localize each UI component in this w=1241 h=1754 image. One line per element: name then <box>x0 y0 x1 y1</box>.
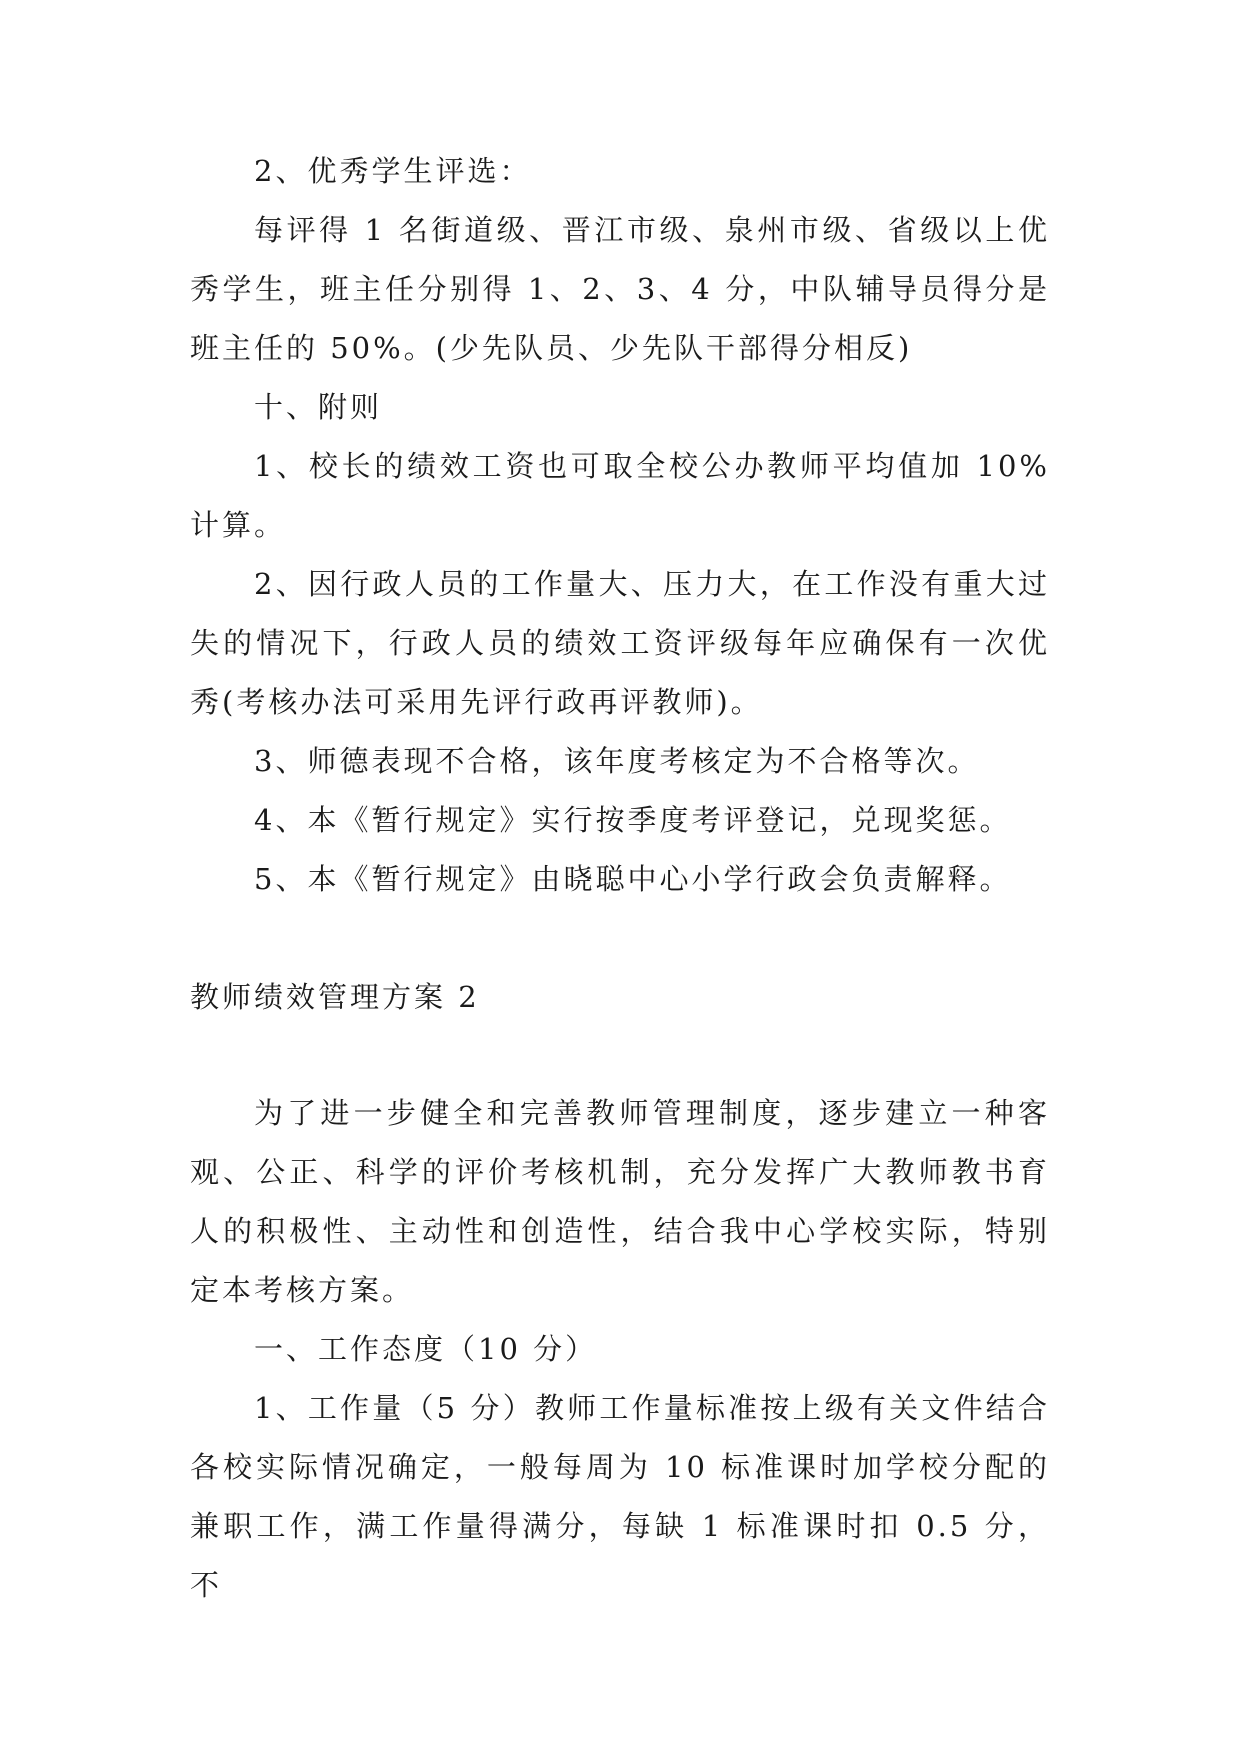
paragraph-ethics: 3、师德表现不合格，该年度考核定为不合格等次。 <box>254 744 980 778</box>
paragraph-intro: 为了进一步健全和完善教师管理制度，逐步建立一种客观、公正、科学的评价考核机制，充分发挥广大教师教书育人的积极性、主动性和创造性，结合我中心学校实际，特别定本考核方案。 <box>190 1096 1050 1307</box>
section-2 <box>190 1084 1050 1615</box>
heading-appendix: 十、附则 <box>254 390 383 424</box>
section-1 <box>190 142 1050 909</box>
section-title: 教师绩效管理方案 2 <box>190 980 480 1014</box>
section-2-title-block <box>190 968 1050 1027</box>
paragraph-admin-rating: 2、因行政人员的工作量大、压力大，在工作没有重大过失的情况下，行政人员的绩效工资评级每年应确保有一次优秀(考核办法可采用先评行政再评教师)。 <box>190 567 1050 719</box>
paragraph-principal-pay: 1、校长的绩效工资也可取全校公办教师平均值加 10%计算。 <box>190 449 1050 542</box>
paragraph-workload: 1、工作量（5 分）教师工作量标准按上级有关文件结合各校实际情况确定，一般每周为 10 标准课时加学校分配的兼职工作，满工作量得满分，每缺 1 标准课时扣 0.5 分，不 <box>190 1391 1050 1602</box>
paragraph-excellent-student: 2、优秀学生评选： <box>254 154 532 188</box>
paragraph-student-scoring: 每评得 1 名街道级、晋江市级、泉州市级、省级以上优秀学生，班主任分别得 1、2、3、4 分，中队辅导员得分是班主任的 50%。(少先队员、少先队干部得分相反) <box>190 213 1050 365</box>
heading-work-attitude: 一、工作态度（10 分） <box>254 1332 598 1366</box>
paragraph-interpretation: 5、本《暂行规定》由晓聪中心小学行政会负责解释。 <box>254 862 1012 896</box>
paragraph-quarterly: 4、本《暂行规定》实行按季度考评登记，兑现奖惩。 <box>254 803 1012 837</box>
